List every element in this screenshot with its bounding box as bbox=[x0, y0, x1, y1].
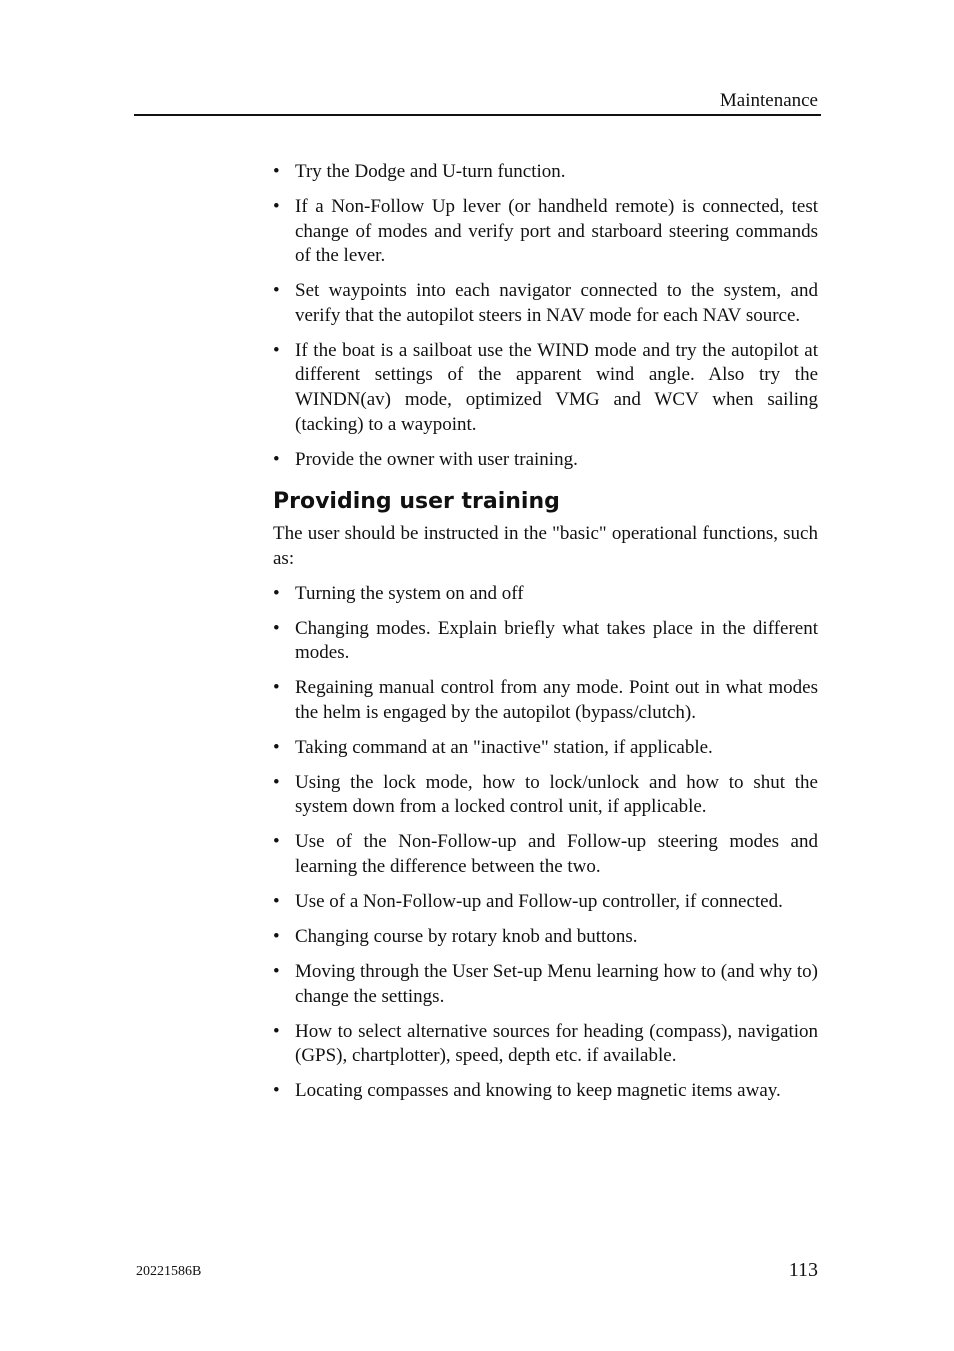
bullet-icon: • bbox=[273, 339, 280, 361]
list-item bbox=[273, 771, 818, 820]
list-item bbox=[273, 830, 818, 879]
list-item bbox=[273, 582, 818, 607]
list-item bbox=[273, 1079, 818, 1104]
bullet-icon: • bbox=[273, 736, 280, 758]
bullet-icon: • bbox=[273, 890, 280, 912]
list-item-text: Using the lock mode, how to lock/unlock and how to shut the system down from a locked control unit, if applicable. bbox=[295, 771, 818, 818]
list-item-text: Provide the owner with user training. bbox=[295, 448, 578, 470]
list-item bbox=[273, 448, 818, 473]
header-rule bbox=[134, 114, 821, 116]
list-item-text: Locating compasses and knowing to keep magnetic items away. bbox=[295, 1080, 781, 1102]
bullet-icon: • bbox=[273, 925, 280, 947]
list-item-text: Use of a Non-Follow-up and Follow-up controller, if connected. bbox=[295, 890, 783, 912]
bullet-icon: • bbox=[273, 831, 280, 853]
list-item bbox=[273, 160, 818, 185]
running-header: Maintenance bbox=[719, 90, 818, 111]
bullet-icon: • bbox=[273, 617, 280, 639]
bullet-icon: • bbox=[273, 161, 280, 182]
list-item bbox=[273, 676, 818, 725]
list-item bbox=[273, 279, 818, 328]
checklist-top bbox=[273, 160, 818, 472]
list-item bbox=[273, 617, 818, 666]
list-item bbox=[273, 1020, 818, 1069]
bullet-icon: • bbox=[273, 1020, 280, 1042]
section-heading: Providing user training bbox=[273, 489, 560, 515]
list-item-text: Use of the Non-Follow-up and Follow-up steering modes and learning the difference between the two. bbox=[295, 831, 818, 877]
list-item-text: If the boat is a sailboat use the WIND mode and try the autopilot at different settings of the apparent wind angle. Also try the WINDN(av) mode, optimized VMG and WCV when sailing (tacking) to a waypoint. bbox=[295, 339, 818, 435]
bullet-icon: • bbox=[273, 677, 280, 699]
page-body bbox=[273, 160, 818, 1114]
list-item-text: If a Non-Follow Up lever (or handheld remote) is connected, test change of modes and verify port and starboard steering commands of the lever. bbox=[295, 195, 818, 267]
list-item bbox=[273, 736, 818, 761]
list-item-text: Set waypoints into each navigator connected to the system, and verify that the autopilot steers in NAV mode for each NAV source. bbox=[295, 280, 818, 326]
list-item bbox=[273, 890, 818, 915]
list-item bbox=[273, 960, 818, 1009]
document-code: 20221586B bbox=[136, 1264, 202, 1279]
bullet-icon: • bbox=[273, 960, 280, 982]
bullet-icon: • bbox=[273, 1080, 280, 1102]
list-item bbox=[273, 339, 818, 437]
list-item bbox=[273, 195, 818, 269]
training-list bbox=[273, 582, 818, 1104]
list-item-text: Turning the system on and off bbox=[295, 582, 524, 604]
section-intro: The user should be instructed in the "basic" operational functions, such as: bbox=[273, 523, 818, 569]
bullet-icon: • bbox=[273, 280, 280, 302]
list-item-text: Changing modes. Explain briefly what takes place in the different modes. bbox=[295, 617, 818, 664]
list-item bbox=[273, 925, 818, 950]
bullet-icon: • bbox=[273, 771, 280, 793]
page-number: 113 bbox=[788, 1259, 818, 1281]
list-item-text: Regaining manual control from any mode. Point out in what modes the helm is engaged by the autopilot (bypass/clutch). bbox=[295, 677, 818, 723]
bullet-icon: • bbox=[273, 195, 280, 217]
list-item-text: Moving through the User Set-up Menu learning how to (and why to) change the settings. bbox=[295, 960, 818, 1007]
list-item-text: How to select alternative sources for heading (compass), navigation (GPS), chartplotter), speed, depth etc. if available. bbox=[295, 1020, 818, 1067]
list-item-text: Taking command at an "inactive" station, if applicable. bbox=[295, 736, 713, 758]
bullet-icon: • bbox=[273, 448, 280, 470]
list-item-text: Changing course by rotary knob and buttons. bbox=[295, 925, 638, 947]
bullet-icon: • bbox=[273, 582, 280, 604]
list-item-text: Try the Dodge and U-turn function. bbox=[295, 161, 566, 182]
